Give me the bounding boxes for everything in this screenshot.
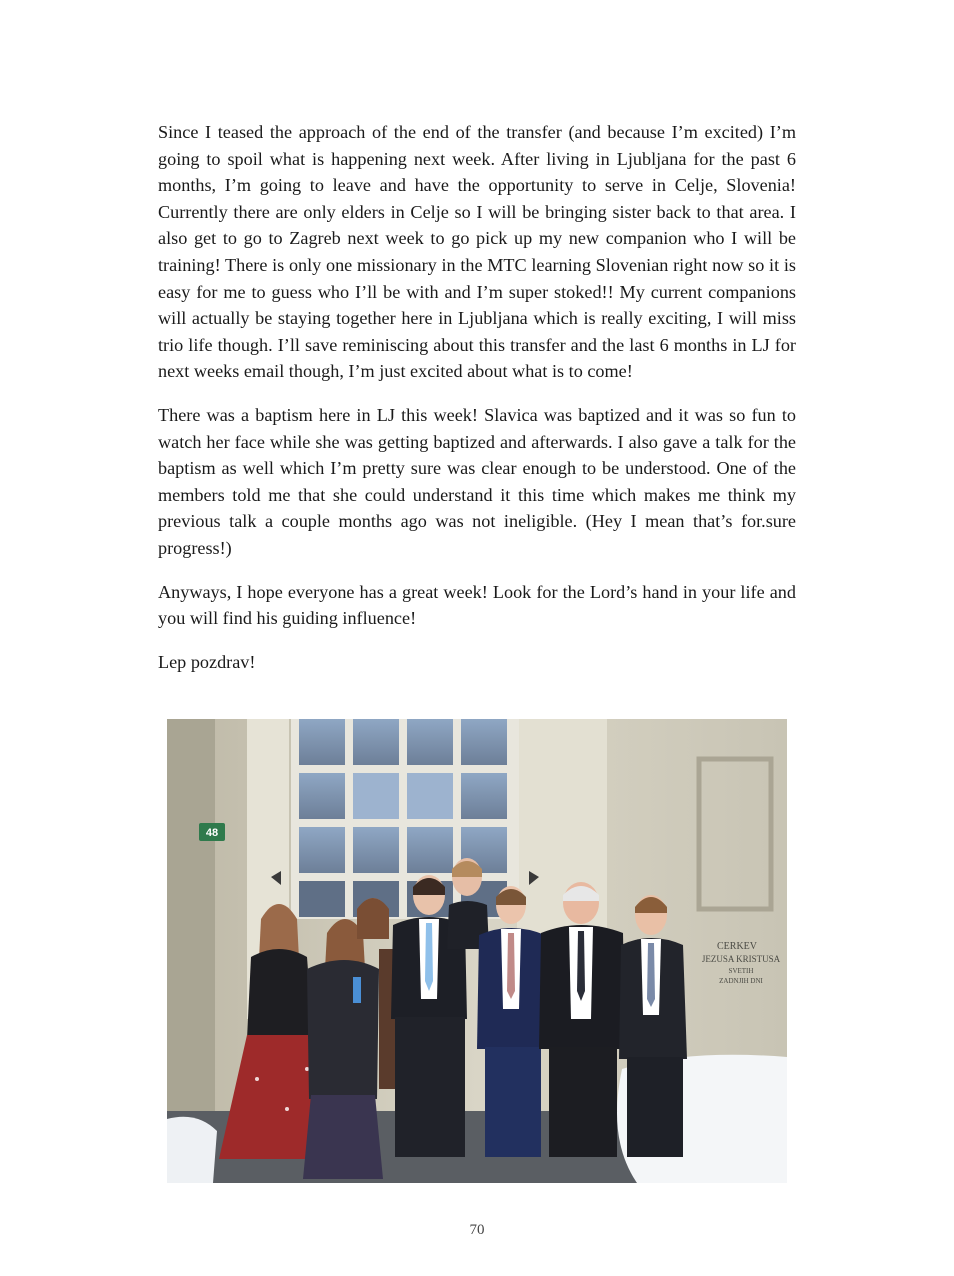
- paragraph-closing: Anyways, I hope everyone has a great week! Look for the Lord’s hand in your life and you will find his guiding influence!: [158, 581, 796, 629]
- house-number: 48: [205, 827, 219, 839]
- paragraph-sign-off: Lep pozdrav!: [158, 651, 256, 672]
- snow-left: [167, 1117, 217, 1183]
- paragraph-transfer-news: Since I teased the approach of the end of the transfer (and because I’m excited) I’m going to spoil what is happening next week. After living in Ljubljana for the past 6 months, I’m going to leave and have the opportunity to serve in Celje, Slovenia! Currently there are only elders in Celje so I will be bringing sister back to that area. I also get to go to Zagreb next week to go pick up my new companion who I will be training! There is only one missionary in the MTC learning Slovenian right now so it is easy for me to guess who I’ll be with and I’m super stoked!! My current companions will actually be staying together here in Ljubljana which is really exciting, I will miss trio life though. I’ll save reminiscing about this transfer and the last 6 months in LJ for next weeks email though, I’m just excited about what is to come!: [158, 122, 796, 382]
- building-sign-line-2: JEZUSA KRISTUSA: [701, 954, 781, 964]
- building-sign-line-3: SVETIH: [728, 967, 754, 975]
- page-number: 70: [469, 1222, 485, 1238]
- group-photo: [167, 719, 787, 1183]
- group-photo-illustration: [167, 719, 787, 1183]
- building-sign-line-4: ZADNJIH DNI: [719, 977, 763, 985]
- building-sign-line-1: CERKEV: [717, 941, 757, 952]
- page-body: [158, 119, 796, 675]
- paragraph-baptism: There was a baptism here in LJ this week! Slavica was baptized and it was so fun to watch her face while she was getting baptized and afterwards. I also gave a talk for the baptism as well which I’m pretty sure was clear enough to be understood. One of the members told me that she could understand it this time which makes me think my previous talk a couple months ago was not ineligible. (Hey I mean that’s for.sure progress!): [158, 404, 796, 558]
